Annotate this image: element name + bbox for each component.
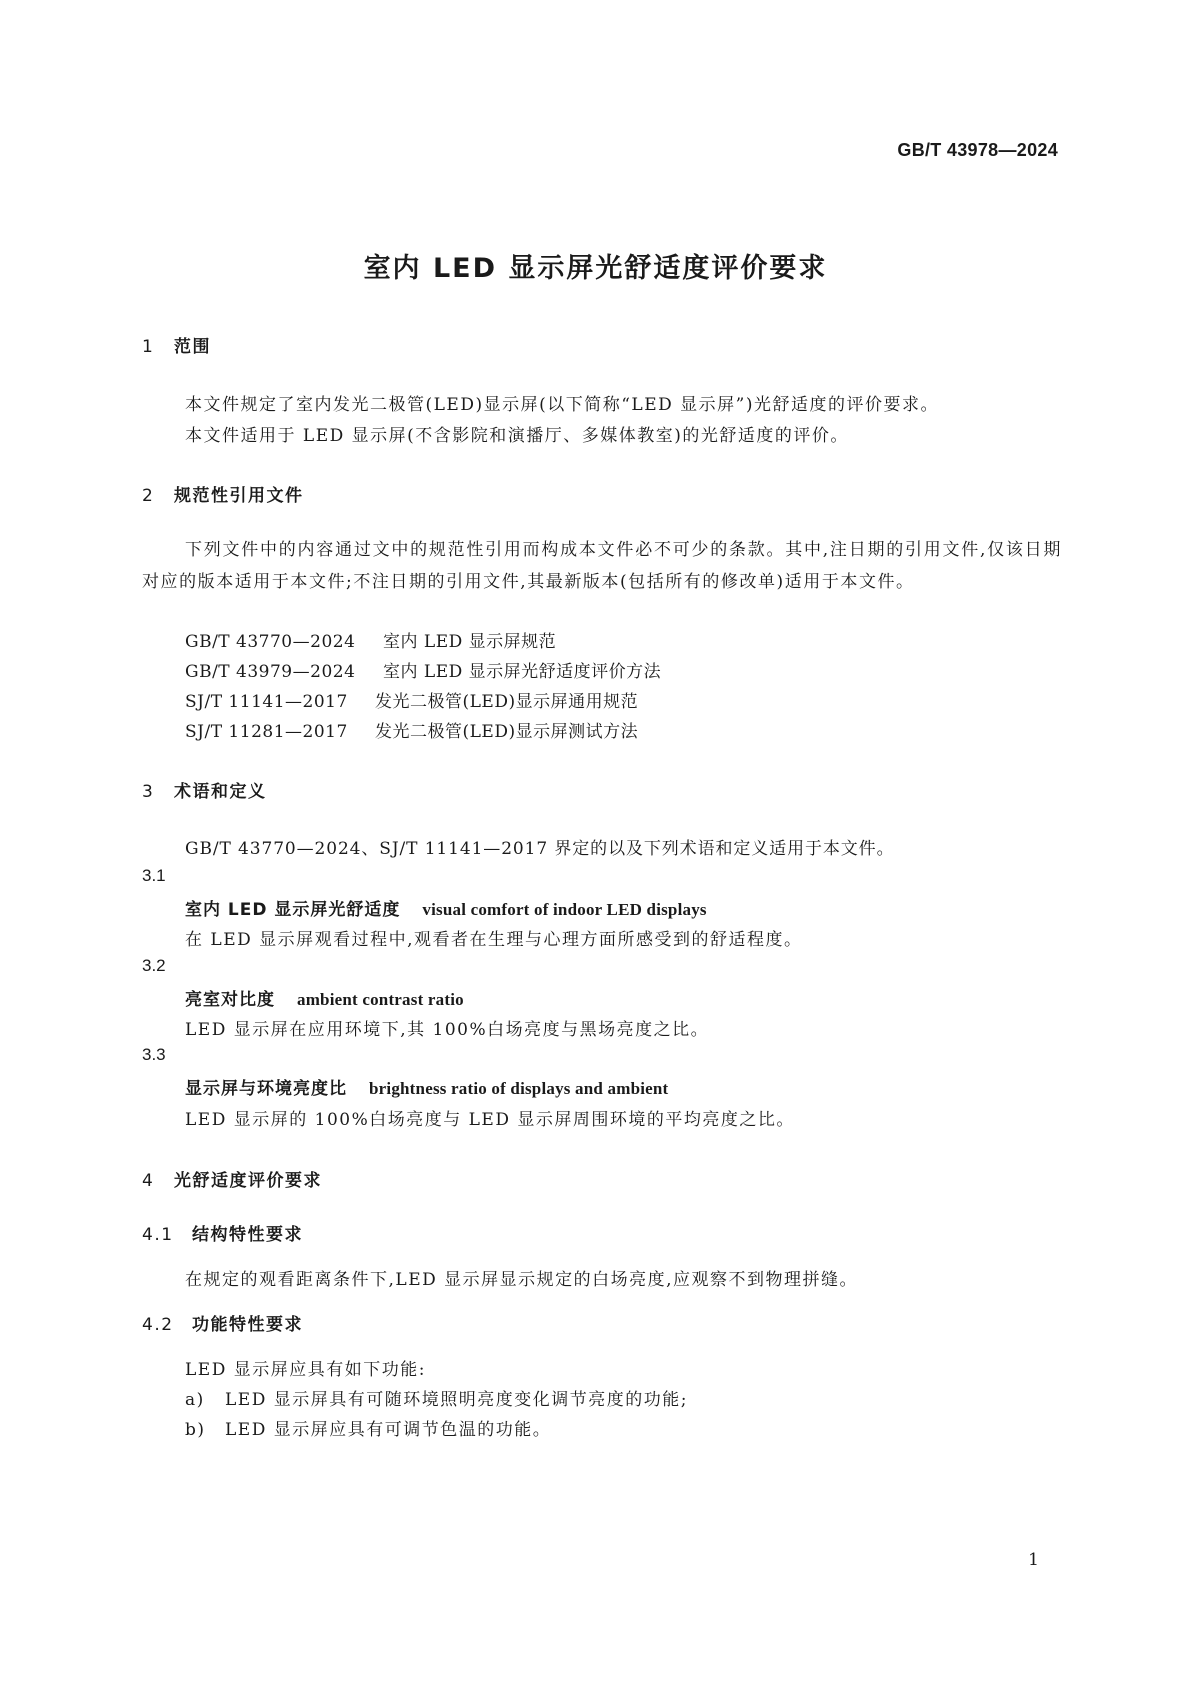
term-number: 3.3 [142,1045,166,1064]
reference-item [185,627,556,652]
standard-number: GB/T 43978—2024 [897,140,1058,160]
term-en: visual comfort of indoor LED displays [422,900,707,919]
term-en: ambient contrast ratio [297,990,464,1009]
section-3-intro: GB/T 43770—2024、SJ/T 11141—2017 界定的以及下列术语和定义适用于本文件。 [185,839,895,859]
page-number: 1 [1028,1550,1039,1570]
term-number: 3.2 [142,956,166,975]
section-4-2-heading [142,1310,303,1335]
section-title: 术语和定义 [174,782,267,802]
section-number: 3 [142,782,155,802]
section-2-heading [142,481,304,506]
section-number: 4.1 [142,1225,174,1245]
reference-code: SJ/T 11281—2017 [185,722,348,742]
term-definition: LED 显示屏的 100%白场亮度与 LED 显示屏周围环境的平均亮度之比。 [185,1110,795,1130]
reference-title: 发光二极管(LED)显示屏测试方法 [375,722,639,742]
term-definition: LED 显示屏在应用环境下,其 100%白场亮度与黑场亮度之比。 [185,1020,710,1040]
section-3-heading [142,777,267,802]
section-4-heading [142,1166,322,1191]
section-1-heading [142,332,211,357]
section-number: 4 [142,1171,155,1191]
section-1-paragraph-2: 本文件适用于 LED 显示屏(不含影院和演播厅、多媒体教室)的光舒适度的评价。 [185,426,849,446]
reference-title: 发光二极管(LED)显示屏通用规范 [375,692,639,712]
term-en: brightness ratio of displays and ambient [369,1079,669,1098]
section-2-intro: 下列文件中的内容通过文中的规范性引用而构成本文件必不可少的条款。其中,注日期的引用文件,仅该日期对应的版本适用于本文件;不注日期的引用文件,其最新版本(包括所有的修改单)适用于本文件。 [142,540,1062,592]
reference-code: GB/T 43770—2024 [185,632,356,652]
reference-title: 室内 LED 显示屏规范 [383,632,557,652]
term-heading [185,985,464,1010]
section-title: 光舒适度评价要求 [174,1171,322,1191]
list-item [185,1385,688,1410]
section-number: 1 [142,337,155,357]
reference-item [185,717,638,742]
reference-code: SJ/T 11141—2017 [185,692,348,712]
term-heading [185,895,707,920]
section-4-2-intro: LED 显示屏应具有如下功能: [185,1360,426,1380]
term-number: 3.1 [142,866,166,885]
section-4-1-text: 在规定的观看距离条件下,LED 显示屏显示规定的白场亮度,应观察不到物理拼缝。 [185,1270,859,1290]
reference-title: 室内 LED 显示屏光舒适度评价方法 [383,662,662,682]
term-zh: 显示屏与环境亮度比 [185,1079,347,1099]
section-4-1-heading [142,1220,303,1245]
section-title: 范围 [174,337,211,357]
term-zh: 亮室对比度 [185,990,275,1010]
section-number: 2 [142,486,155,506]
list-item-text: LED 显示屏具有可随环境照明亮度变化调节亮度的功能; [225,1390,688,1410]
document-title: 室内 LED 显示屏光舒适度评价要求 [363,253,828,284]
section-title: 规范性引用文件 [174,486,304,506]
list-item-label: b) [185,1420,206,1440]
term-heading [185,1074,668,1099]
section-title: 结构特性要求 [192,1225,303,1245]
term-zh: 室内 LED 显示屏光舒适度 [185,900,401,920]
section-1-paragraph-1: 本文件规定了室内发光二极管(LED)显示屏(以下简称“LED 显示屏”)光舒适度的评价要求。 [185,395,939,415]
list-item-label: a) [185,1390,205,1410]
list-item-text: LED 显示屏应具有可调节色温的功能。 [225,1420,552,1440]
list-item [185,1415,551,1440]
reference-item [185,657,661,682]
section-title: 功能特性要求 [192,1315,303,1335]
term-definition: 在 LED 显示屏观看过程中,观看者在生理与心理方面所感受到的舒适程度。 [185,930,803,950]
reference-code: GB/T 43979—2024 [185,662,356,682]
section-number: 4.2 [142,1315,174,1335]
reference-item [185,687,638,712]
